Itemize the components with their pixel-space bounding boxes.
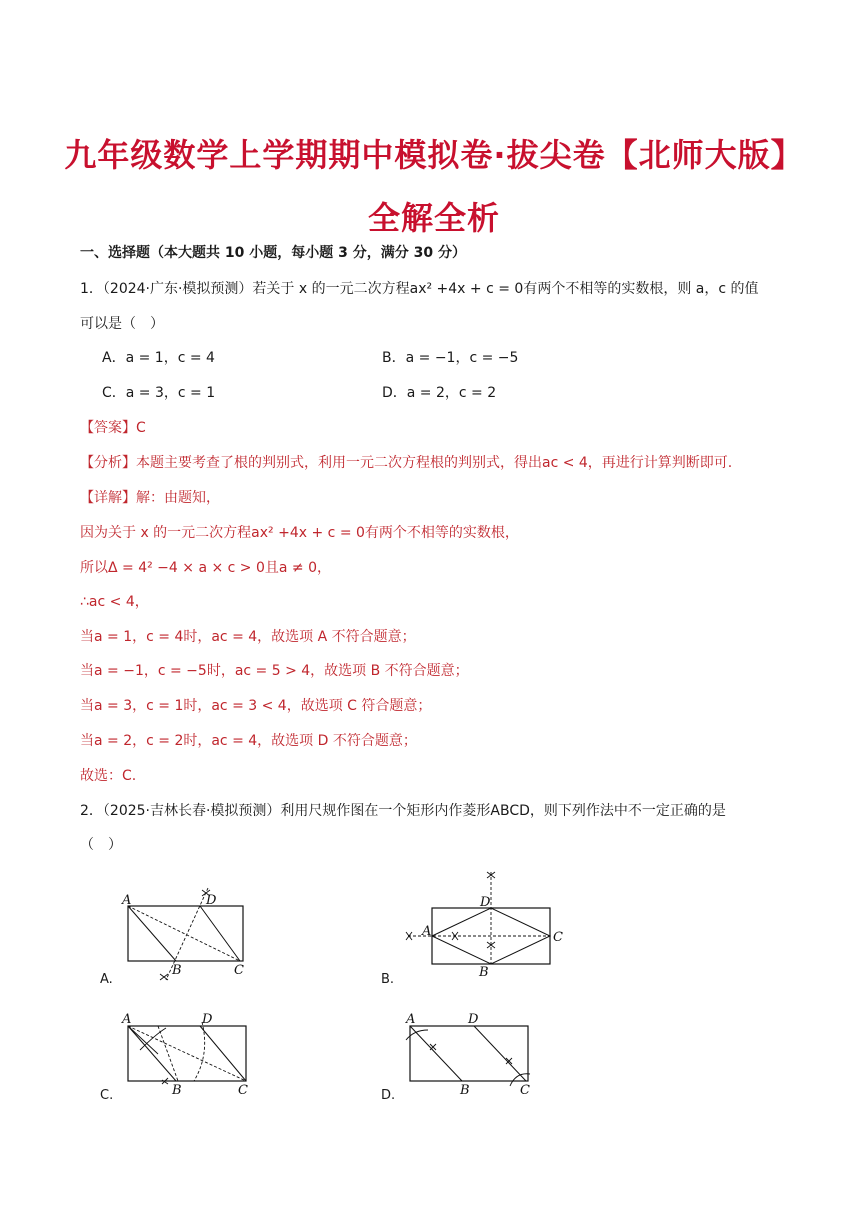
q1-detail-line: 【详解】解：由题知，: [80, 490, 220, 506]
figure-c: [118, 1004, 258, 1100]
point-label: A: [422, 924, 432, 939]
q1-stem-line1: 1．（2024·广东·模拟预测）若关于 x 的一元二次方程ax² +4x + c = 0有两个不相等的实数根，则 a，c 的值: [80, 281, 759, 297]
point-label: A: [406, 1012, 416, 1027]
point-label: B: [172, 1083, 182, 1098]
q1-option-b: B．a = −1，c = −5: [382, 350, 519, 366]
point-label: D: [202, 1012, 213, 1027]
figure-b-label: B.: [381, 972, 395, 987]
figure-c-label: C.: [100, 1088, 114, 1103]
q1-stem-line2: 可以是（ ）: [80, 316, 164, 332]
point-label: B: [172, 963, 182, 978]
q1-detail-line: 因为关于 x 的一元二次方程ax² +4x + c = 0有两个不相等的实数根，: [80, 525, 519, 541]
point-label: D: [480, 895, 491, 910]
point-label: C: [553, 930, 563, 945]
q1-detail-line: 当a = 1，c = 4时，ac = 4，故选项 A 不符合题意；: [80, 629, 416, 645]
q1-detail-line: 故选：C.: [80, 768, 137, 784]
q1-option-d: D．a = 2，c = 2: [382, 385, 497, 401]
q1-detail-line: 所以Δ = 4² −4 × a × c > 0且a ≠ 0，: [80, 560, 332, 576]
q2-stem-line1: 2．（2025·吉林长春·模拟预测）利用尺规作图在一个矩形内作菱形ABCD，则下列作法中不一定正确的是: [80, 803, 726, 819]
point-label: C: [520, 1083, 530, 1098]
q1-detail-line: ∴ac < 4，: [80, 594, 149, 610]
figure-a-label: A.: [100, 972, 113, 987]
q1-option-c: C．a = 3，c = 1: [102, 385, 216, 401]
point-label: A: [122, 1012, 132, 1027]
figure-b: [400, 866, 575, 984]
q1-analysis: 【分析】本题主要考查了根的判别式，利用一元二次方程根的判别式，得出ac < 4，再进行计算判断即可.: [80, 455, 733, 471]
point-label: C: [234, 963, 244, 978]
figure-d: [398, 1004, 548, 1100]
q2-stem-line2: （ ）: [80, 837, 122, 853]
q1-option-a: A．a = 1，c = 4: [102, 350, 215, 366]
point-label: B: [479, 965, 489, 980]
figure-d-label: D.: [381, 1088, 396, 1103]
document-title: 九年级数学上学期期中模拟卷·拔尖卷【北师大版】: [64, 136, 804, 174]
point-label: D: [468, 1012, 479, 1027]
point-label: B: [460, 1083, 470, 1098]
figure-a: [118, 878, 258, 990]
q1-answer: 【答案】C: [80, 420, 146, 436]
q1-detail-line: 当a = −1，c = −5时，ac = 5 > 4，故选项 B 不符合题意；: [80, 663, 469, 679]
point-label: A: [122, 893, 132, 908]
point-label: C: [238, 1083, 248, 1098]
q1-detail-line: 当a = 3，c = 1时，ac = 3 < 4，故选项 C 符合题意；: [80, 698, 432, 714]
point-label: D: [206, 893, 217, 908]
section-heading: 一、选择题（本大题共 10 小题，每小题 3 分，满分 30 分）: [80, 245, 466, 261]
document-subtitle: 全解全析: [367, 199, 500, 237]
q1-detail-line: 当a = 2，c = 2时，ac = 4，故选项 D 不符合题意；: [80, 733, 417, 749]
